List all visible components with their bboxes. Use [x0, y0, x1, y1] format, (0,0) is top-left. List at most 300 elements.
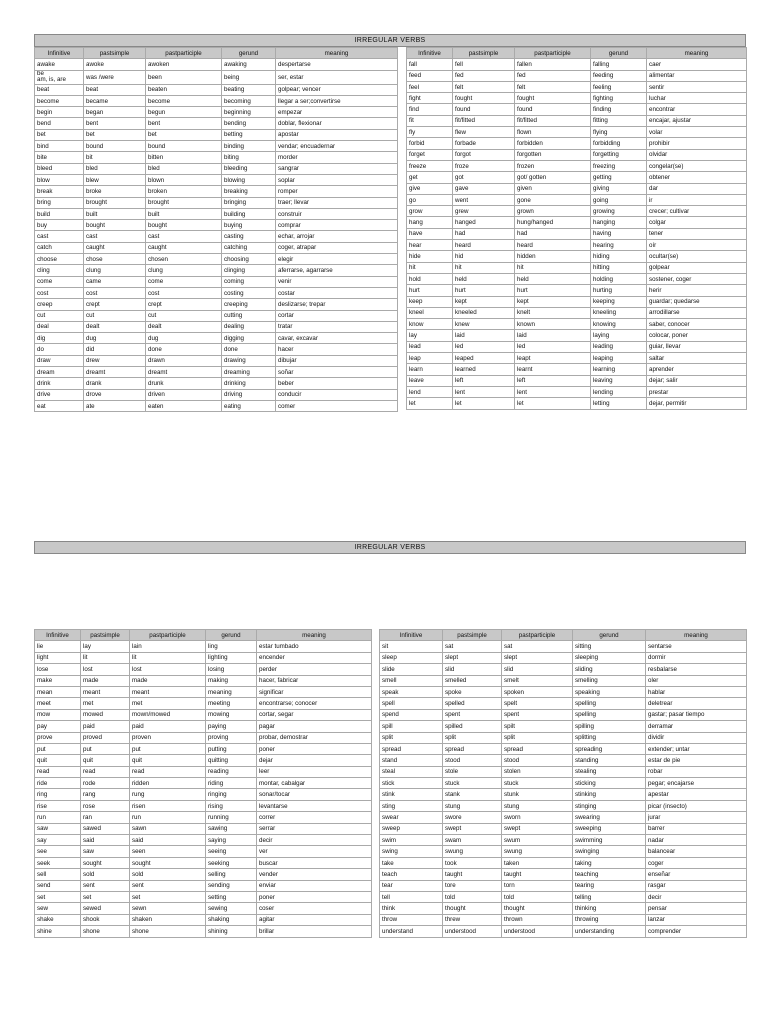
meaning-cell: coger, atrapar	[276, 242, 398, 253]
past-participle-cell: drunk	[146, 378, 222, 389]
infinitive-cell: hit	[407, 262, 453, 273]
past-simple-cell: hid	[453, 251, 515, 262]
infinitive-cell: set	[35, 891, 81, 902]
past-simple-cell: stuck	[443, 778, 502, 789]
table-row	[35, 664, 372, 675]
gerund-cell: feeding	[591, 70, 647, 81]
infinitive-cell: swim	[380, 835, 443, 846]
past-simple-cell: blew	[84, 174, 146, 185]
past-simple-cell: lost	[81, 664, 130, 675]
infinitive-cell: swing	[380, 846, 443, 857]
past-simple-cell: dreamt	[84, 367, 146, 378]
meaning-cell: vendar; encuadernar	[276, 141, 398, 152]
meaning-cell: traer; llevar	[276, 197, 398, 208]
meaning-cell: herir	[647, 285, 747, 296]
past-participle-cell: stolen	[502, 766, 573, 777]
meaning-cell: apestar	[646, 789, 747, 800]
meaning-cell: levantarse	[257, 800, 372, 811]
table-row	[407, 228, 747, 239]
meaning-cell: caer	[647, 59, 747, 70]
meaning-cell: comer	[276, 400, 398, 411]
infinitive-cell: do	[35, 344, 84, 355]
past-simple-cell: shone	[81, 926, 130, 937]
past-simple-cell: spread	[443, 743, 502, 754]
past-simple-cell: lay	[81, 641, 130, 652]
past-participle-cell: taught	[502, 869, 573, 880]
past-simple-cell: rang	[81, 789, 130, 800]
table-row	[380, 926, 747, 937]
meaning-cell: balancear	[646, 846, 747, 857]
past-simple-cell: split	[443, 732, 502, 743]
table-row	[380, 846, 747, 857]
past-simple-cell: smelled	[443, 675, 502, 686]
table-row	[35, 903, 372, 914]
table-row	[35, 743, 372, 754]
past-simple-cell: met	[81, 698, 130, 709]
past-participle-cell: thrown	[502, 914, 573, 925]
gerund-cell: sewing	[206, 903, 257, 914]
infinitive-cell: come	[35, 276, 84, 287]
past-participle-cell: hidden	[515, 251, 591, 262]
infinitive-cell: hang	[407, 217, 453, 228]
infinitive-cell: meet	[35, 698, 81, 709]
past-participle-cell: fed	[515, 70, 591, 81]
gerund-cell: leaping	[591, 353, 647, 364]
table-row	[407, 194, 747, 205]
meaning-cell: dejar, permitir	[647, 398, 747, 409]
past-participle-cell: dug	[146, 333, 222, 344]
gerund-cell: bleeding	[222, 163, 276, 174]
past-simple-cell: fit/fitted	[453, 115, 515, 126]
past-participle-cell: found	[515, 104, 591, 115]
past-participle-cell: set	[130, 891, 206, 902]
past-simple-cell: came	[84, 276, 146, 287]
table-row	[35, 174, 398, 185]
past-simple-cell: had	[453, 228, 515, 239]
infinitive-cell: become	[35, 95, 84, 106]
gerund-cell: sliding	[573, 664, 646, 675]
meaning-cell: jurar	[646, 812, 747, 823]
gerund-cell: hiding	[591, 251, 647, 262]
past-simple-cell: broke	[84, 186, 146, 197]
gerund-cell: blowing	[222, 174, 276, 185]
infinitive-cell: pay	[35, 721, 81, 732]
gerund-cell: kneeling	[591, 307, 647, 318]
meaning-cell: alimentar	[647, 70, 747, 81]
past-simple-cell: spent	[443, 709, 502, 720]
table-row	[407, 307, 747, 318]
infinitive-cell: sleep	[380, 652, 443, 663]
meaning-cell: sostener, coger	[647, 273, 747, 284]
past-simple-cell: slid	[443, 664, 502, 675]
meaning-cell: coser	[257, 903, 372, 914]
table-row	[407, 330, 747, 341]
past-simple-cell: leaped	[453, 353, 515, 364]
gerund-cell: driving	[222, 389, 276, 400]
gerund-cell: sweeping	[573, 823, 646, 834]
infinitive-cell: light	[35, 652, 81, 663]
gerund-cell: biting	[222, 152, 276, 163]
past-simple-cell: stung	[443, 800, 502, 811]
infinitive-cell: understand	[380, 926, 443, 937]
infinitive-cell: mow	[35, 709, 81, 720]
gerund-cell: ling	[206, 641, 257, 652]
past-simple-cell: became	[84, 95, 146, 106]
title-bar-1: IRREGULAR VERBS	[34, 34, 746, 47]
past-participle-cell: stunk	[502, 789, 573, 800]
gerund-cell: beginning	[222, 107, 276, 118]
gerund-cell: laying	[591, 330, 647, 341]
table-row	[407, 138, 747, 149]
past-simple-cell: thought	[443, 903, 502, 914]
past-participle-cell: known	[515, 319, 591, 330]
infinitive-cell: drink	[35, 378, 84, 389]
past-simple-cell: felt	[453, 81, 515, 92]
table-row	[35, 675, 372, 686]
gerund-cell: hanging	[591, 217, 647, 228]
column-header-meaning: meaning	[646, 630, 747, 641]
meaning-cell: costar	[276, 287, 398, 298]
table-row	[407, 285, 747, 296]
past-participle-cell: kept	[515, 296, 591, 307]
table-row	[407, 127, 747, 138]
gerund-cell: tearing	[573, 880, 646, 891]
meaning-cell: poner	[257, 891, 372, 902]
meaning-cell: beber	[276, 378, 398, 389]
past-simple-cell: made	[81, 675, 130, 686]
past-simple-cell: spoke	[443, 686, 502, 697]
table-row	[35, 355, 398, 366]
gerund-cell: swearing	[573, 812, 646, 823]
meaning-cell: buscar	[257, 857, 372, 868]
gerund-cell: telling	[573, 891, 646, 902]
gerund-cell: casting	[222, 231, 276, 242]
meaning-cell: rasgar	[646, 880, 747, 891]
past-simple-cell: crept	[84, 299, 146, 310]
gerund-cell: clinging	[222, 265, 276, 276]
meaning-cell: apostar	[276, 129, 398, 140]
infinitive-cell: sit	[380, 641, 443, 652]
table-row	[380, 880, 747, 891]
table-row	[35, 823, 372, 834]
gerund-cell: letting	[591, 398, 647, 409]
infinitive-cell: tell	[380, 891, 443, 902]
past-participle-cell: spelt	[502, 698, 573, 709]
table-row	[35, 766, 372, 777]
gerund-cell: going	[591, 194, 647, 205]
infinitive-cell: lie	[35, 641, 81, 652]
past-simple-cell: dealt	[84, 321, 146, 332]
table-row	[35, 84, 398, 95]
past-simple-cell: tore	[443, 880, 502, 891]
gerund-cell: stinking	[573, 789, 646, 800]
column-header-past-participle: pastparticiple	[515, 48, 591, 59]
infinitive-cell: know	[407, 319, 453, 330]
table-row	[35, 732, 372, 743]
infinitive-cell: be am, is, are	[35, 70, 84, 84]
past-simple-cell: awoke	[84, 59, 146, 70]
gerund-cell: riding	[206, 778, 257, 789]
past-participle-cell: hung/hanged	[515, 217, 591, 228]
infinitive-cell: go	[407, 194, 453, 205]
infinitive-cell: ride	[35, 778, 81, 789]
table-row	[35, 880, 372, 891]
column-header-past-simple: pastsimple	[443, 630, 502, 641]
infinitive-cell: get	[407, 172, 453, 183]
meaning-cell: vender	[257, 869, 372, 880]
past-simple-cell: quit	[81, 755, 130, 766]
meaning-cell: montar, cabalgar	[257, 778, 372, 789]
table-row	[35, 709, 372, 720]
meaning-cell: construir	[276, 208, 398, 219]
past-simple-cell: grew	[453, 206, 515, 217]
past-participle-cell: leapt	[515, 353, 591, 364]
table-row	[35, 800, 372, 811]
meaning-cell: cortar	[276, 310, 398, 321]
gerund-cell: swimming	[573, 835, 646, 846]
infinitive-cell: fall	[407, 59, 453, 70]
past-simple-cell: sat	[443, 641, 502, 652]
past-participle-cell: mown/mowed	[130, 709, 206, 720]
past-participle-cell: grown	[515, 206, 591, 217]
gerund-cell: digging	[222, 333, 276, 344]
table-row	[407, 183, 747, 194]
past-participle-cell: bitten	[146, 152, 222, 163]
infinitive-cell: forbid	[407, 138, 453, 149]
past-simple-cell: kneeled	[453, 307, 515, 318]
past-participle-cell: swum	[502, 835, 573, 846]
infinitive-cell: sweep	[380, 823, 443, 834]
meaning-cell: comprar	[276, 220, 398, 231]
past-participle-cell: bent	[146, 118, 222, 129]
meaning-cell: saltar	[647, 353, 747, 364]
gerund-cell: splitting	[573, 732, 646, 743]
past-participle-cell: heard	[515, 240, 591, 251]
table-row	[380, 755, 747, 766]
meaning-cell: obtener	[647, 172, 747, 183]
past-simple-cell: understood	[443, 926, 502, 937]
infinitive-cell: quit	[35, 755, 81, 766]
past-participle-cell: bought	[146, 220, 222, 231]
past-participle-cell: been	[146, 70, 222, 84]
table-row	[380, 823, 747, 834]
table-row	[380, 778, 747, 789]
table-row	[380, 869, 747, 880]
past-participle-cell: told	[502, 891, 573, 902]
gerund-cell: growing	[591, 206, 647, 217]
gerund-cell: seeing	[206, 846, 257, 857]
table-row	[35, 208, 398, 219]
verbs-table-2-left	[34, 629, 372, 938]
gerund-cell: sawing	[206, 823, 257, 834]
past-participle-cell: fallen	[515, 59, 591, 70]
infinitive-cell: steal	[380, 766, 443, 777]
past-simple-cell: slept	[443, 652, 502, 663]
meaning-cell: tratar	[276, 321, 398, 332]
past-simple-cell: ate	[84, 400, 146, 411]
infinitive-cell: prove	[35, 732, 81, 743]
meaning-cell: dividir	[646, 732, 747, 743]
gerund-cell: paying	[206, 721, 257, 732]
past-participle-cell: crept	[146, 299, 222, 310]
past-participle-cell: hit	[515, 262, 591, 273]
table-row	[35, 107, 398, 118]
infinitive-cell: split	[380, 732, 443, 743]
past-simple-cell: sent	[81, 880, 130, 891]
table-row	[35, 812, 372, 823]
infinitive-cell: hurt	[407, 285, 453, 296]
past-participle-cell: stood	[502, 755, 573, 766]
past-simple-cell: paid	[81, 721, 130, 732]
table-row	[35, 220, 398, 231]
past-simple-cell: heard	[453, 240, 515, 251]
past-simple-cell: was /were	[84, 70, 146, 84]
infinitive-cell: buy	[35, 220, 84, 231]
past-participle-cell: drawn	[146, 355, 222, 366]
past-simple-cell: rose	[81, 800, 130, 811]
infinitive-cell: lay	[407, 330, 453, 341]
infinitive-cell: run	[35, 812, 81, 823]
gerund-cell: forgetting	[591, 149, 647, 160]
past-participle-cell: learnt	[515, 364, 591, 375]
past-participle-cell: sent	[130, 880, 206, 891]
past-participle-cell: spilt	[502, 721, 573, 732]
past-simple-cell: saw	[81, 846, 130, 857]
gerund-cell: rising	[206, 800, 257, 811]
table-row	[380, 641, 747, 652]
gerund-cell: bending	[222, 118, 276, 129]
infinitive-cell: lose	[35, 664, 81, 675]
table-row	[380, 721, 747, 732]
table-row	[380, 800, 747, 811]
infinitive-cell: bet	[35, 129, 84, 140]
meaning-cell: echar, arrojar	[276, 231, 398, 242]
meaning-cell: sonar/tocar	[257, 789, 372, 800]
past-simple-cell: spelled	[443, 698, 502, 709]
meaning-cell: venir	[276, 276, 398, 287]
meaning-cell: nadar	[646, 835, 747, 846]
gerund-cell: meeting	[206, 698, 257, 709]
table-row	[35, 254, 398, 265]
infinitive-cell: throw	[380, 914, 443, 925]
table-row	[380, 766, 747, 777]
gerund-cell: losing	[206, 664, 257, 675]
past-simple-cell: stank	[443, 789, 502, 800]
table-row	[35, 70, 398, 84]
gerund-cell: binding	[222, 141, 276, 152]
table-row	[380, 652, 747, 663]
meaning-cell: prohibir	[647, 138, 747, 149]
meaning-cell: elegir	[276, 254, 398, 265]
past-participle-cell: laid	[515, 330, 591, 341]
infinitive-cell: seek	[35, 857, 81, 868]
meaning-cell: dejar	[257, 755, 372, 766]
infinitive-cell: begin	[35, 107, 84, 118]
meaning-cell: hacer, fabricar	[257, 675, 372, 686]
past-participle-cell: sworn	[502, 812, 573, 823]
past-participle-cell: proven	[130, 732, 206, 743]
infinitive-cell: rise	[35, 800, 81, 811]
infinitive-cell: deal	[35, 321, 84, 332]
past-participle-cell: frozen	[515, 160, 591, 171]
meaning-cell: comprender	[646, 926, 747, 937]
past-simple-cell: caught	[84, 242, 146, 253]
table-row	[35, 287, 398, 298]
column-header-gerund: gerund	[222, 48, 276, 59]
gerund-cell: stinging	[573, 800, 646, 811]
table-row	[35, 698, 372, 709]
meaning-cell: golpear	[647, 262, 747, 273]
past-participle-cell: spread	[502, 743, 573, 754]
past-participle-cell: sat	[502, 641, 573, 652]
gerund-cell: building	[222, 208, 276, 219]
past-simple-cell: beat	[84, 84, 146, 95]
meaning-cell: pegar; encajarse	[646, 778, 747, 789]
past-simple-cell: dug	[84, 333, 146, 344]
gerund-cell: fitting	[591, 115, 647, 126]
infinitive-cell: find	[407, 104, 453, 115]
meaning-cell: romper	[276, 186, 398, 197]
past-participle-cell: spent	[502, 709, 573, 720]
infinitive-cell: sell	[35, 869, 81, 880]
table-row	[380, 709, 747, 720]
infinitive-cell: sting	[380, 800, 443, 811]
past-simple-cell: fell	[453, 59, 515, 70]
meaning-cell: prestar	[647, 386, 747, 397]
past-simple-cell: bent	[84, 118, 146, 129]
past-participle-cell: bet	[146, 129, 222, 140]
verbs-table-1-left	[34, 47, 398, 412]
meaning-cell: encajar, ajustar	[647, 115, 747, 126]
gerund-cell: becoming	[222, 95, 276, 106]
table-row	[380, 789, 747, 800]
meaning-cell: pensar	[646, 903, 747, 914]
past-participle-cell: shaken	[130, 914, 206, 925]
infinitive-cell: see	[35, 846, 81, 857]
past-simple-cell: spilled	[443, 721, 502, 732]
past-participle-cell: sold	[130, 869, 206, 880]
past-simple-cell: learned	[453, 364, 515, 375]
infinitive-cell: draw	[35, 355, 84, 366]
gerund-cell: taking	[573, 857, 646, 868]
past-simple-cell: cast	[84, 231, 146, 242]
gerund-cell: catching	[222, 242, 276, 253]
past-participle-cell: given	[515, 183, 591, 194]
infinitive-cell: fight	[407, 93, 453, 104]
infinitive-cell: think	[380, 903, 443, 914]
header-row	[35, 48, 398, 59]
meaning-cell: encontrar	[647, 104, 747, 115]
infinitive-cell: lead	[407, 341, 453, 352]
past-participle-cell: understood	[502, 926, 573, 937]
past-participle-cell: ridden	[130, 778, 206, 789]
infinitive-cell: bleed	[35, 163, 84, 174]
gerund-cell: speaking	[573, 686, 646, 697]
past-simple-cell: hanged	[453, 217, 515, 228]
meaning-cell: agitar	[257, 914, 372, 925]
past-participle-cell: eaten	[146, 400, 222, 411]
infinitive-cell: hear	[407, 240, 453, 251]
past-participle-cell: hurt	[515, 285, 591, 296]
meaning-cell: morder	[276, 152, 398, 163]
infinitive-cell: stand	[380, 755, 443, 766]
past-participle-cell: quit	[130, 755, 206, 766]
past-participle-cell: run	[130, 812, 206, 823]
infinitive-cell: kneel	[407, 307, 453, 318]
past-simple-cell: left	[453, 375, 515, 386]
table-row	[35, 891, 372, 902]
infinitive-cell: cut	[35, 310, 84, 321]
